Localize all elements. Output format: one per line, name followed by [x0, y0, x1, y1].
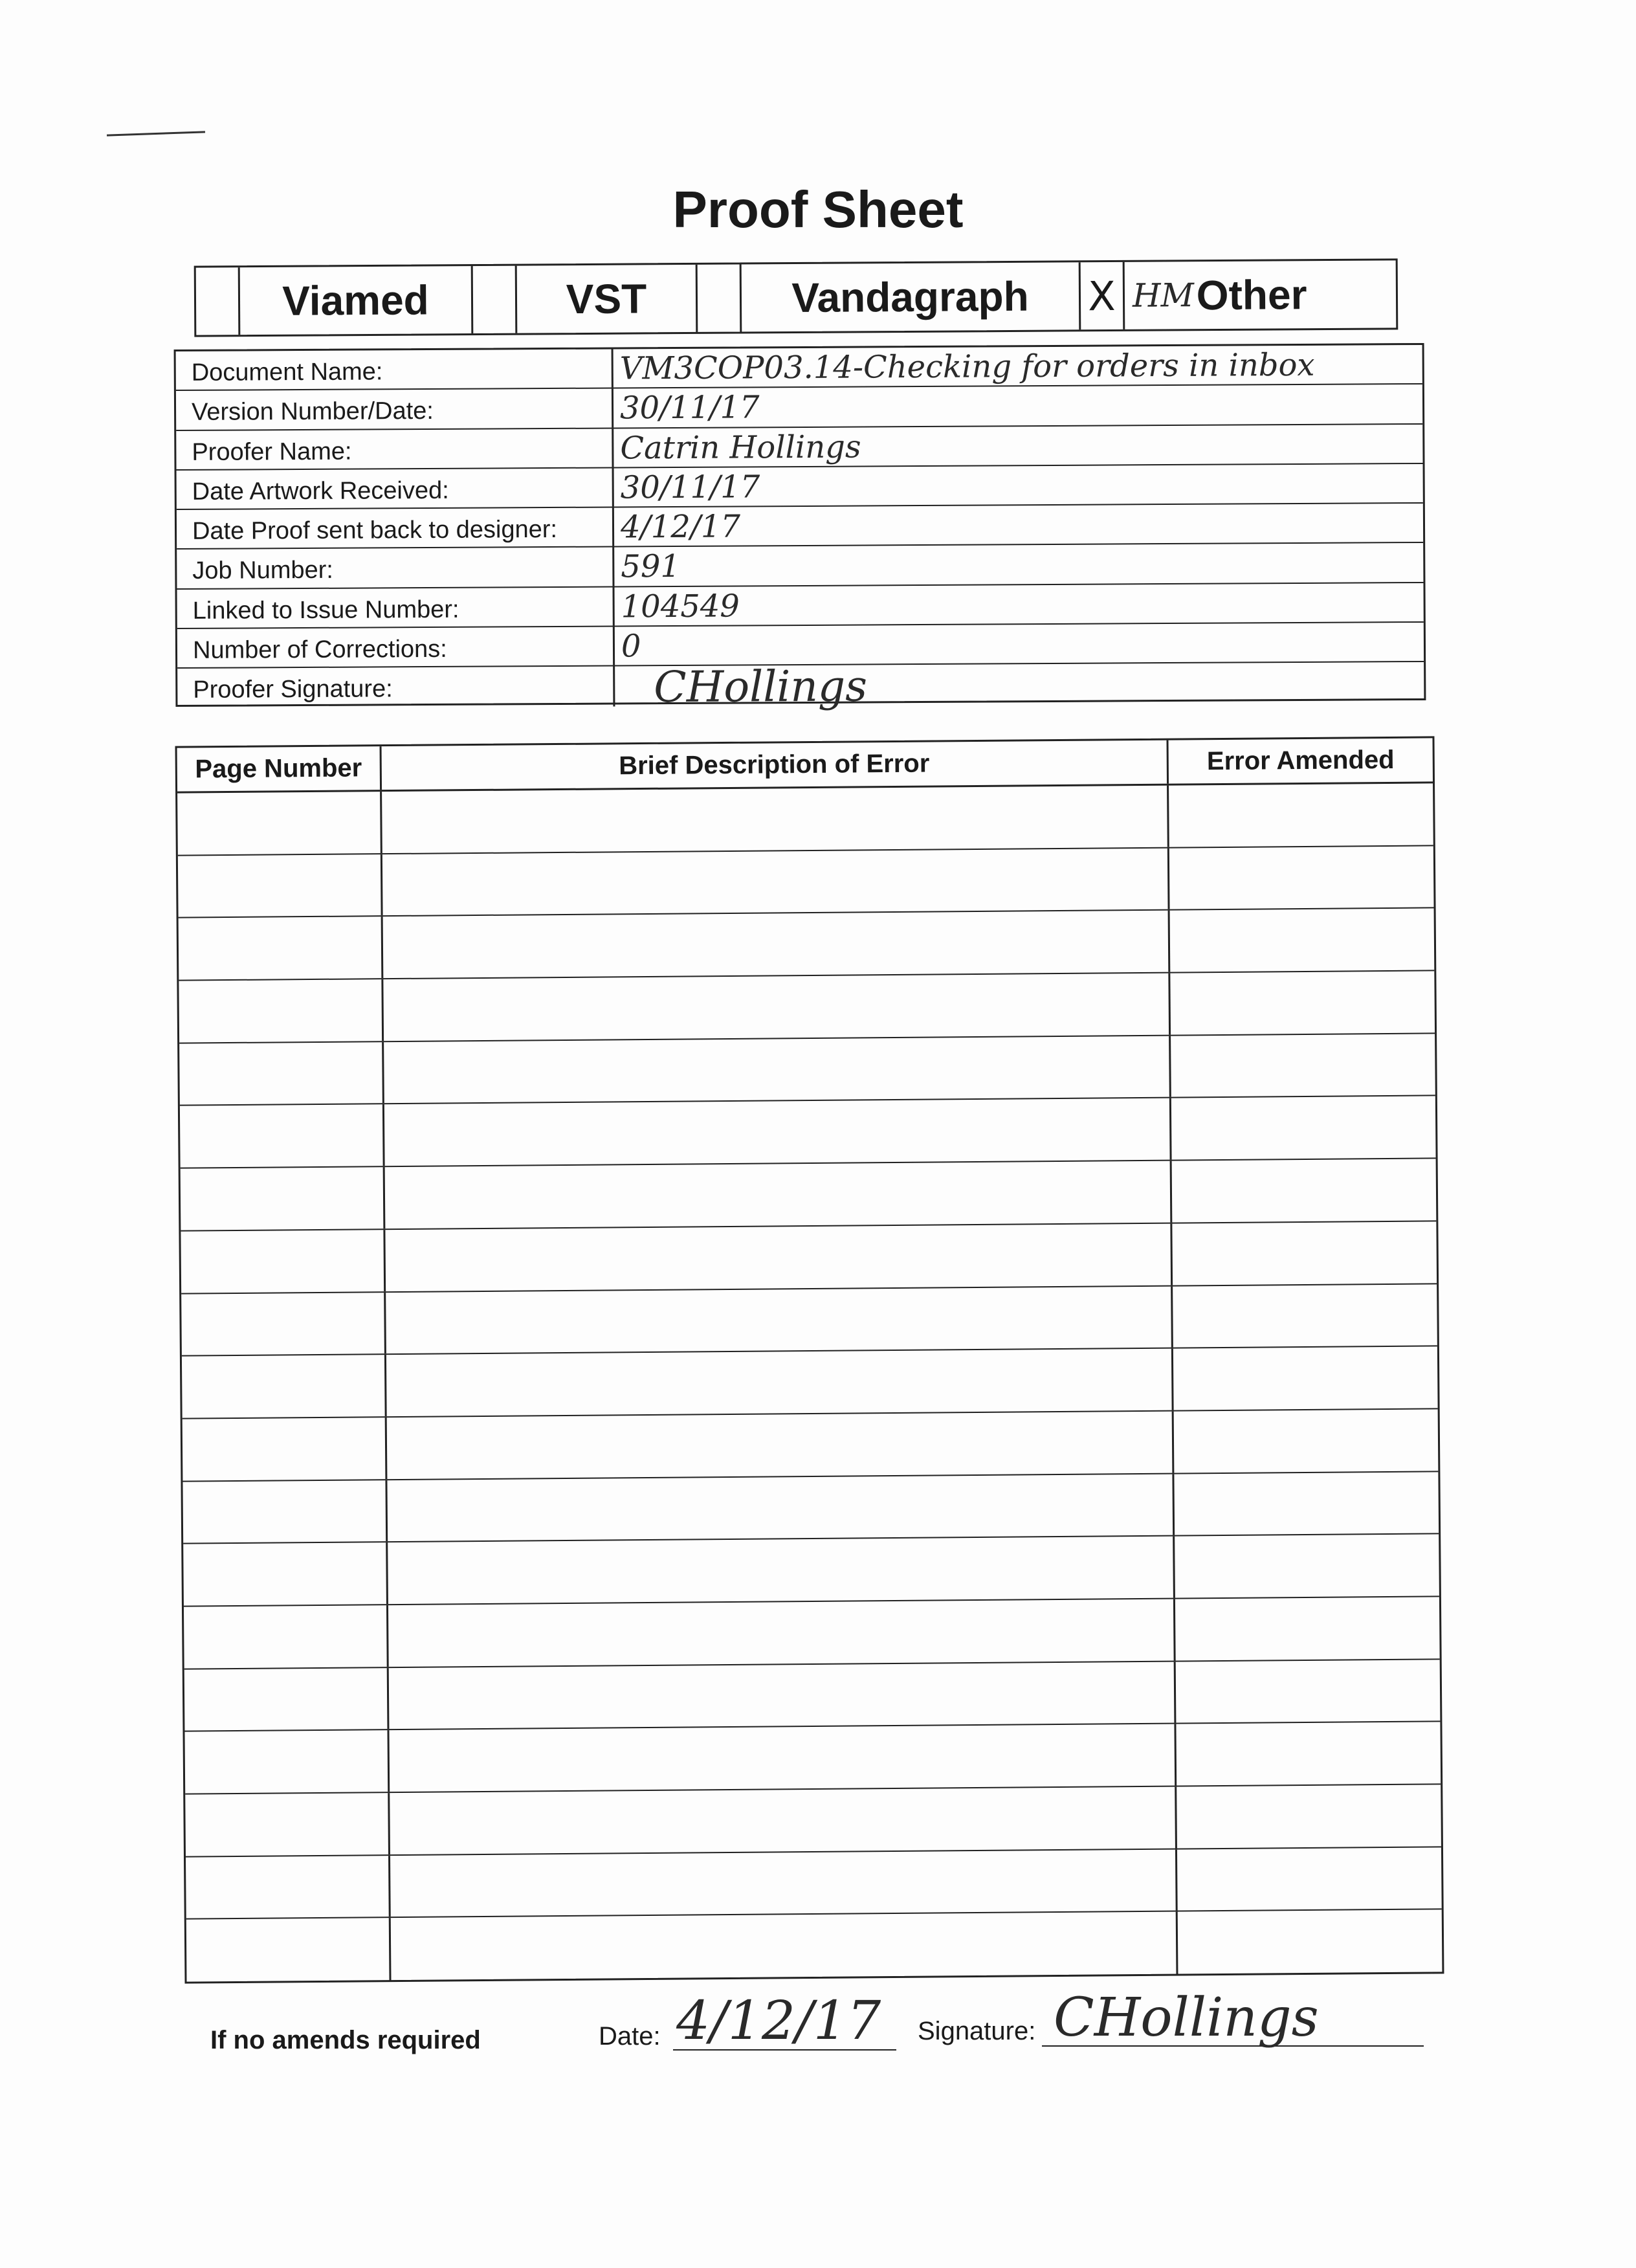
page-number-cell[interactable] — [183, 1542, 388, 1605]
vandagraph-checkbox[interactable] — [1081, 262, 1125, 329]
error-amended-cell[interactable] — [1169, 846, 1434, 909]
table-row — [179, 909, 1435, 981]
description-cell[interactable] — [390, 1787, 1177, 1854]
info-row-proofer-name — [176, 425, 1422, 471]
error-table — [175, 736, 1444, 1983]
page-title: Proof Sheet — [672, 181, 964, 238]
error-amended-cell[interactable] — [1169, 783, 1433, 847]
company-label-vandagraph: Vandagraph — [742, 262, 1081, 331]
artwork-received-field[interactable]: 30/11/17 — [620, 469, 760, 506]
table-row — [182, 1409, 1439, 1482]
info-row-signature — [177, 661, 1424, 713]
description-cell[interactable] — [391, 1912, 1178, 1981]
table-row — [178, 846, 1434, 918]
description-cell[interactable] — [384, 1098, 1172, 1166]
table-row — [179, 971, 1435, 1043]
company-selector — [194, 258, 1398, 337]
page-number-cell[interactable] — [179, 979, 384, 1042]
error-amended-cell[interactable] — [1174, 1472, 1439, 1535]
table-row — [186, 1910, 1443, 1983]
error-amended-cell[interactable] — [1174, 1409, 1439, 1473]
description-cell[interactable] — [388, 1599, 1176, 1667]
error-amended-cell[interactable] — [1171, 1034, 1435, 1097]
date-label: Date: — [599, 2022, 661, 2051]
page-number-cell[interactable] — [182, 1418, 388, 1480]
error-amended-cell[interactable] — [1175, 1535, 1439, 1598]
page-number-cell[interactable] — [179, 1042, 384, 1105]
description-cell[interactable] — [382, 848, 1170, 915]
signature-label: Signature: — [918, 2017, 1036, 2045]
table-row — [182, 1347, 1438, 1419]
error-amended-cell[interactable] — [1175, 1597, 1440, 1660]
page-number-cell[interactable] — [179, 917, 384, 980]
no-amends-label: If no amends required — [210, 2026, 481, 2054]
info-row-document-name — [176, 345, 1422, 391]
page-number-cell[interactable] — [177, 792, 382, 854]
vst-checkbox[interactable] — [473, 266, 518, 333]
table-row — [179, 1034, 1435, 1106]
viamed-checkbox[interactable] — [196, 267, 241, 335]
table-row — [181, 1221, 1437, 1294]
info-label: Number of Corrections: — [177, 627, 615, 668]
handwritten-signature: CHollings — [654, 661, 868, 713]
description-cell[interactable] — [385, 1223, 1173, 1291]
info-row-artwork-received — [177, 464, 1423, 510]
table-row — [186, 1847, 1442, 1920]
table-row — [184, 1722, 1441, 1795]
checkbox-x-mark: X — [1088, 272, 1116, 320]
company-other[interactable] — [1125, 260, 1397, 329]
table-row — [184, 1660, 1441, 1732]
info-label: Job Number: — [177, 548, 614, 588]
header-description: Brief Description of Error — [382, 740, 1169, 790]
header-error-amended: Error Amended — [1206, 745, 1395, 776]
info-label: Version Number/Date: — [176, 389, 614, 430]
error-amended-cell[interactable] — [1177, 1847, 1442, 1911]
info-label: Date Artwork Received: — [177, 468, 614, 509]
table-row — [181, 1159, 1437, 1232]
issue-number-field[interactable]: 104549 — [621, 588, 740, 625]
info-row-version — [176, 384, 1422, 430]
proof-sent-field[interactable]: 4/12/17 — [620, 508, 741, 546]
document-info-table — [174, 343, 1426, 713]
info-label: Date Proof sent back to designer: — [177, 508, 614, 549]
error-amended-cell[interactable] — [1170, 909, 1435, 972]
page-number-cell[interactable] — [184, 1668, 390, 1731]
table-row — [177, 783, 1433, 856]
table-row — [185, 1784, 1441, 1857]
table-row — [181, 1284, 1437, 1357]
company-label-vst: VST — [517, 265, 698, 333]
other-handwritten-initials: HM — [1132, 276, 1194, 315]
page-number-cell[interactable] — [186, 1856, 391, 1918]
info-row-job-number — [177, 543, 1423, 589]
description-cell[interactable] — [387, 1411, 1175, 1478]
page-number-cell[interactable] — [186, 1918, 392, 1982]
error-amended-cell[interactable] — [1173, 1284, 1437, 1348]
error-amended-cell[interactable] — [1171, 1096, 1436, 1160]
error-amended-cell[interactable] — [1173, 1347, 1438, 1410]
error-amended-cell[interactable] — [1177, 1784, 1441, 1848]
error-amended-cell[interactable] — [1170, 971, 1435, 1034]
description-cell[interactable] — [390, 1849, 1178, 1917]
header-page-number: Page Number — [177, 746, 382, 791]
page-number-cell[interactable] — [181, 1230, 386, 1293]
handwritten-date: 4/12/17 — [676, 1990, 881, 2052]
document-name-field[interactable]: VM3COP03.14-Checking for orders in inbox — [619, 346, 1315, 387]
company-label-viamed: Viamed — [240, 266, 474, 335]
company-label-other: Other — [1196, 271, 1307, 319]
page-number-cell[interactable] — [185, 1793, 390, 1856]
info-row-issue-number — [177, 583, 1424, 629]
corrections-field[interactable]: 0 — [621, 628, 641, 665]
description-cell[interactable] — [383, 911, 1171, 978]
error-amended-cell[interactable] — [1178, 1910, 1443, 1975]
error-amended-cell[interactable] — [1176, 1660, 1441, 1723]
page-number-cell[interactable] — [184, 1730, 390, 1793]
description-cell[interactable] — [389, 1662, 1177, 1729]
info-label: Proofer Name: — [176, 428, 614, 469]
page-number-cell[interactable] — [182, 1480, 388, 1543]
page-number-cell[interactable] — [181, 1293, 386, 1355]
vst-2-checkbox[interactable] — [698, 265, 742, 332]
proofer-name-field[interactable]: Catrin Hollings — [620, 428, 861, 467]
table-row — [184, 1597, 1440, 1669]
description-cell[interactable] — [382, 786, 1169, 853]
description-cell[interactable] — [385, 1161, 1173, 1228]
error-table-body — [177, 783, 1442, 1982]
page-number-cell[interactable] — [180, 1105, 385, 1168]
info-label: Linked to Issue Number: — [177, 587, 615, 628]
table-row — [183, 1535, 1439, 1607]
description-cell[interactable] — [387, 1474, 1175, 1541]
info-row-proof-sent — [177, 504, 1423, 550]
error-amended-cell[interactable] — [1172, 1221, 1437, 1285]
description-cell[interactable] — [383, 973, 1171, 1041]
page-number-cell[interactable] — [182, 1355, 387, 1418]
version-field[interactable]: 30/11/17 — [619, 389, 760, 427]
info-label: Document Name: — [176, 350, 614, 390]
page-number-cell[interactable] — [178, 854, 383, 917]
description-cell[interactable] — [386, 1286, 1173, 1353]
error-amended-cell[interactable] — [1176, 1722, 1441, 1786]
table-row — [180, 1096, 1436, 1169]
page-number-cell[interactable] — [184, 1605, 389, 1668]
info-label: Proofer Signature: — [177, 667, 615, 709]
page-number-cell[interactable] — [181, 1167, 386, 1230]
error-amended-cell[interactable] — [1172, 1159, 1437, 1223]
description-cell[interactable] — [388, 1537, 1175, 1604]
table-row — [182, 1472, 1439, 1544]
footer — [0, 1987, 1636, 2065]
description-cell[interactable] — [384, 1036, 1171, 1103]
job-number-field[interactable]: 591 — [621, 548, 681, 585]
description-cell[interactable] — [389, 1724, 1177, 1792]
description-cell[interactable] — [386, 1349, 1174, 1416]
proofer-signature-field[interactable] — [615, 661, 1424, 713]
scan-pen-mark — [107, 131, 205, 136]
handwritten-signature: CHollings — [1054, 1987, 1319, 2049]
